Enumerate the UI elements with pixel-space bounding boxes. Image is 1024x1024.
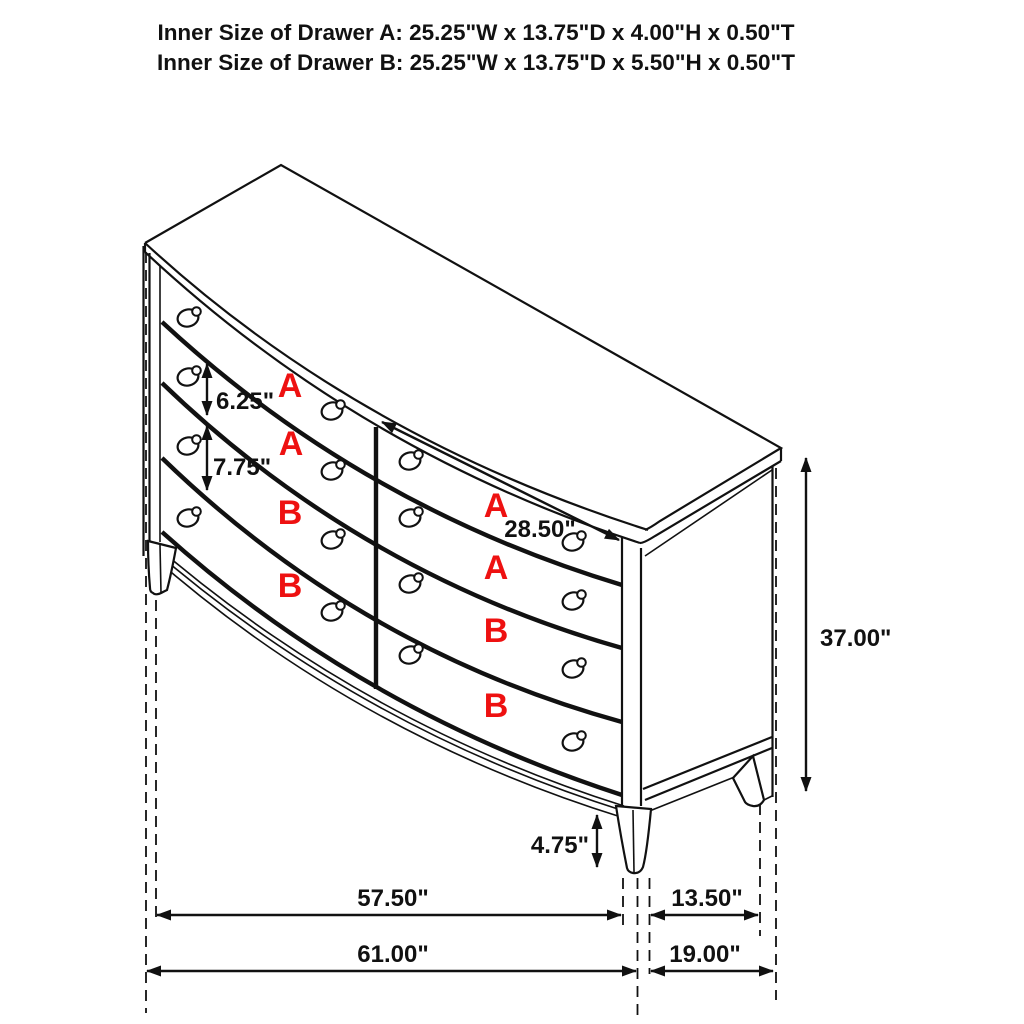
- dimension-label-13-50: 13.50": [671, 885, 743, 912]
- dimension-leg-height: [531, 815, 597, 867]
- dimension-label-19-00: 19.00": [669, 941, 741, 968]
- drawer-label-left-2: A: [278, 425, 304, 463]
- drawer-label-left-1: A: [277, 367, 303, 405]
- front-left-leg: [148, 541, 176, 594]
- dimension-overall-depth: [651, 941, 773, 971]
- dimension-top-depth: [651, 885, 758, 915]
- diagram-title: [157, 20, 795, 75]
- title-line-drawer-b: Inner Size of Drawer B: 25.25"W x 13.75"D x 5.50"H x 0.50"T: [157, 50, 795, 75]
- dresser-line-drawing: [144, 165, 782, 873]
- dimension-overall-height: [806, 458, 891, 791]
- dresser-faces: [145, 165, 781, 810]
- dimension-label-28-50: 28.50": [504, 516, 576, 543]
- dimension-label-61-00: 61.00": [357, 941, 429, 968]
- drawer-label-right-3: B: [483, 612, 509, 650]
- back-right-leg: [733, 756, 772, 806]
- title-line-drawer-a: Inner Size of Drawer A: 25.25"W x 13.75"D x 4.00"H x 0.50"T: [157, 20, 795, 45]
- dimension-overall-width: [147, 941, 636, 971]
- front-right-leg: [616, 806, 651, 873]
- dimension-label-37-00: 37.00": [820, 625, 892, 652]
- drawer-label-right-2: A: [483, 549, 509, 587]
- drawer-label-right-4: B: [483, 687, 509, 725]
- drawer-label-left-3: B: [277, 494, 303, 532]
- dimension-label-4-75: 4.75": [530, 832, 589, 859]
- dimension-top-width: [157, 885, 621, 915]
- dimension-label-57-50: 57.50": [357, 885, 429, 912]
- dimension-label-7-75: 7.75": [213, 454, 272, 481]
- drawer-label-right-1: A: [483, 487, 509, 525]
- drawer-label-left-4: B: [277, 567, 303, 605]
- dimension-label-6-25: 6.25": [216, 388, 275, 415]
